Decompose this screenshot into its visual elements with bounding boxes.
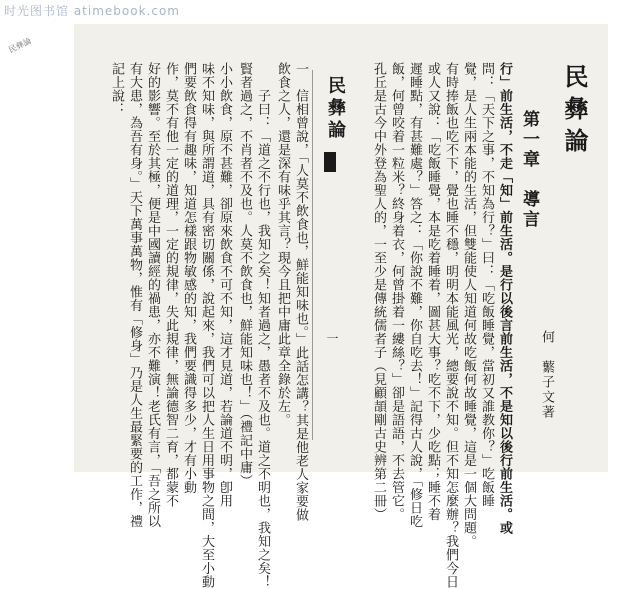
text-column-r3: 覺，是人生兩本能的生活，但雙能使人知道何故吃飯何故睡覺，這是一個大問題。	[461, 62, 476, 548]
text-column-r2: 問：「天下之事，不知為行？」曰：「吃飯睡覺，當初又誰教你？」吃飯睡	[479, 62, 494, 508]
text-column-l5: 小小飲食，原不甚難，卻原來飲食不可不知，這才見道，若論道不明，卽用	[217, 62, 232, 508]
text-column-l1: 一 信相曾說，「人莫不飲食也，鮮能知味也。」此話怎講？其是他老人家要做	[293, 62, 308, 522]
text-column-l3: 子曰：「道之不行也，我知之矣！知者過之，愚者不及也。道之不明也，我知之矣！	[255, 62, 270, 589]
text-column-l9: 好的影響。至於其極，便是中國讀經的禍患，亦不難演！老氏有言，「吾之所以	[145, 62, 160, 528]
center-running-heading: 民彝論	[325, 76, 346, 142]
text-column-r7: 飯，何曾咬着一粒米？終身着衣，何曾掛着一縷絲？」卻是語語，不去管它。	[389, 62, 404, 521]
text-column-l10: 有大患，為吾有身。」天下萬事萬物，惟有「修身」乃是人生最緊要的工作，禮	[127, 62, 142, 528]
text-column-r8: 孔丘是古今中外登為聖人的，一至少是傳統儒者子（見顧頡剛古史辨第二冊）	[371, 62, 386, 521]
text-column-l2: 飲食之人，還是深有味乎其言？現今且把中庸此章全錄於左。	[275, 62, 290, 427]
chapter-heading: 第一章 導言	[519, 110, 539, 230]
text-column-l6: 味不知味，與所謂道，具有密切關係，說起來，我們可以把人生日用事物之間，大至小動	[199, 62, 214, 589]
book-title: 民彝論	[560, 64, 589, 160]
text-column-l11: 記上說：	[109, 62, 124, 116]
author-line: 何 蘩子文著	[539, 330, 554, 420]
gutter-rule	[312, 70, 313, 440]
text-column-r4: 有時捧飯也吃不下，覺也睡不穩，明明本能風光，總要說不知。但不知怎麼辦？我們今日	[443, 62, 458, 589]
text-column-r1: 行」前生活，不走「知」前生活。是行以後言前生活，不是知以後行前生活。或	[497, 62, 512, 535]
text-column-r5: 或人又說：「吃飯睡覺，本是吃着睡着，圖甚大事？吃不下，少吃點；睡不着	[425, 62, 440, 521]
page-stamp-label: 民彝論	[7, 36, 33, 55]
center-black-bar	[324, 152, 336, 172]
text-column-l4: 賢者過之，不肖者不及也。人莫不飲食也，鮮能知味也！」（禮記中庸）	[237, 62, 252, 488]
page-number: 一	[325, 332, 339, 344]
text-column-r6: 遲睡點，有甚難處？」答之：「你說不難，你自吃去！」記得古人說，「修日吃	[407, 62, 422, 528]
text-column-l7: 們要飲食得有趣味，知道怎樣跟物敏感的知，我們要識得多少，才有小動	[181, 62, 196, 494]
text-column-l8: 作，莫不有他一定的道理，一定的規律，失此規律，無論德智二育，都蒙不	[163, 62, 178, 508]
site-watermark: 时光图书馆 atimebook.com	[4, 4, 180, 18]
